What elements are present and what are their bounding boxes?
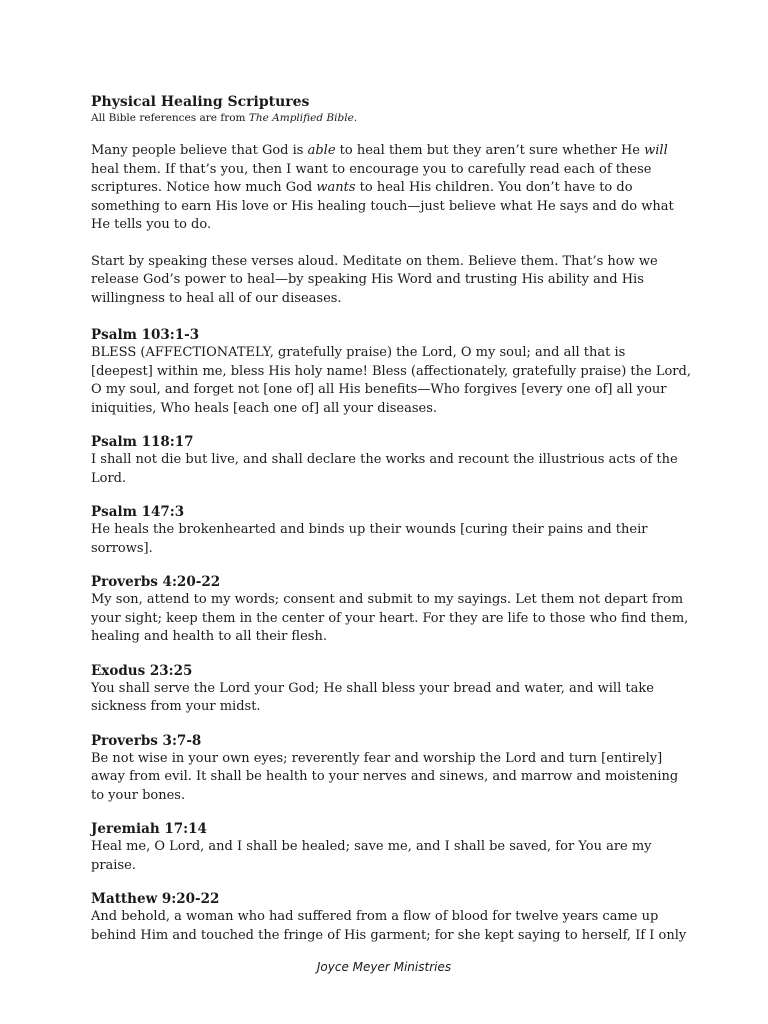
scripture-reference: Proverbs 3:7-8 (91, 732, 202, 749)
document-subtitle (91, 111, 691, 125)
intro-emphasis-wants: wants (316, 180, 356, 195)
scripture-jeremiah-17 (91, 820, 691, 875)
scripture-psalm-118 (91, 433, 691, 488)
scripture-text: Heal me, O Lord, and I shall be healed; save me, and I shall be saved, for You are my praise. (91, 839, 652, 873)
intro-text-e: heal them. If that’s you, then I want to encourage you to carefully read each of these scriptures. Notice how much God (91, 161, 652, 195)
document-title: Physical Healing Scriptures (91, 94, 310, 110)
scripture-text: BLESS (AFFECTIONATELY, gratefully praise) the Lord, O my soul; and all that is [deepest] within me, bless His holy name! Bless (affectionately, gratefully praise) the Lord, O my soul, and forget not [one of] all His benefits—Who forgives [every one of] all your iniquities, Who heals [each one of] all your diseases. (91, 345, 691, 416)
scripture-reference: Jeremiah 17:14 (91, 821, 207, 837)
scripture-reference: Psalm 118:17 (91, 434, 194, 450)
scripture-text: Be not wise in your own eyes; reverently fear and worship the Lord and turn [entirely] away from evil. It shall be health to your nerves and sinews, and marrow and moistening to your bones. (91, 750, 679, 803)
scripture-exodus-23 (91, 662, 691, 717)
scripture-text: He heals the brokenhearted and binds up their wounds [curing their pains and their sorrows]. (91, 522, 648, 556)
scripture-psalm-103 (91, 326, 691, 418)
scripture-reference: Psalm 103:1-3 (91, 327, 200, 343)
intro-paragraph-1 (91, 142, 691, 235)
scripture-reference: Proverbs 4:20-22 (91, 574, 221, 590)
scripture-text: My son, attend to my words; consent and submit to my sayings. Let them not depart from your sight; keep them in the center of your heart. For they are life to those who find them, healing and health to all their flesh. (91, 592, 689, 644)
intro-text-g: to heal His children. You don’t have to do something to earn His love or His healing touch—just believe what He says and do what He tells you to do. (91, 180, 674, 232)
scripture-proverbs-4 (91, 573, 691, 647)
document-page (91, 94, 691, 960)
intro-text-a: Many people believe that God is (91, 143, 308, 158)
scripture-reference: Exodus 23:25 (91, 662, 193, 679)
scripture-matthew-9 (91, 890, 691, 945)
scripture-reference: Matthew 9:20-22 (91, 891, 220, 907)
scripture-proverbs-3 (91, 732, 691, 806)
scripture-text: You shall serve the Lord your God; He shall bless your bread and water, and will take sickness from your midst. (91, 680, 654, 714)
scripture-text: And behold, a woman who had suffered from a flow of blood for twelve years came up behind Him and touched the fringe of His garment; for she kept saying to herself, If I only (91, 909, 687, 943)
scripture-text: I shall not die but live, and shall declare the works and recount the illustrious acts of the Lord. (91, 452, 678, 486)
intro-paragraph-2: Start by speaking these verses aloud. Meditate on them. Believe them. That’s how we release God’s power to heal—by speaking His Word and trusting His ability and His willingness to heal all of our diseases. (91, 253, 658, 306)
intro-emphasis-able: able (307, 143, 336, 158)
scripture-psalm-147 (91, 503, 691, 558)
intro-emphasis-will: will (644, 143, 668, 158)
intro-text-c: to heal them but they aren’t sure whether He (335, 143, 645, 158)
scripture-reference: Psalm 147:3 (91, 504, 185, 520)
subtitle-prefix: All Bible references are from (91, 112, 249, 124)
page-footer: Joyce Meyer Ministries (316, 960, 452, 974)
subtitle-suffix: . (353, 112, 358, 124)
subtitle-book: The Amplified Bible (248, 112, 354, 124)
